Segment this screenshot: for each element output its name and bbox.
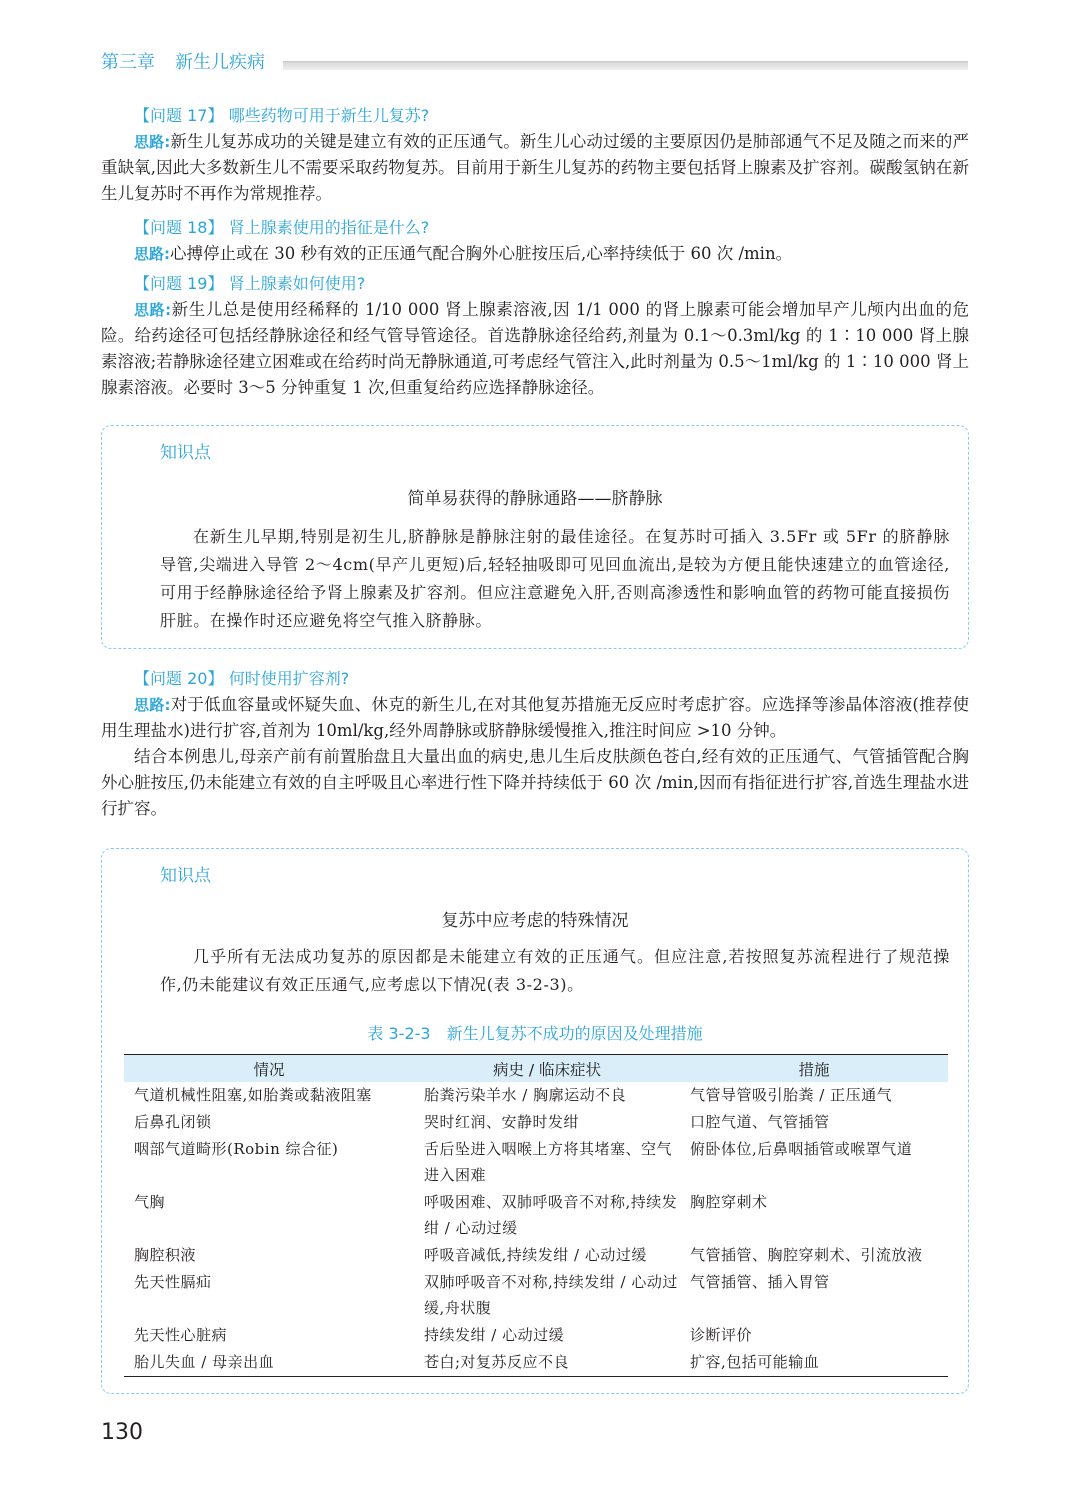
- question-17-label: 【问题 17】: [134, 106, 224, 125]
- question-19-answer: [101, 297, 969, 401]
- knowledge-box-special-situations: [101, 848, 969, 1394]
- cell-symptoms: 哭时红润、安静时发绀: [424, 1113, 580, 1131]
- column-header-condition: 情况: [124, 1055, 414, 1083]
- page-header: [101, 48, 968, 72]
- cell-condition: 胎儿失血 / 母亲出血: [124, 1349, 414, 1377]
- cell-symptoms: 双肺呼吸音不对称,持续发绀 / 心动过缓,舟状腹: [424, 1273, 678, 1317]
- chapter-heading: [101, 48, 285, 74]
- question-19-label: 【问题 19】: [134, 274, 224, 293]
- cell-condition: 后鼻孔闭锁: [134, 1113, 212, 1131]
- cell-condition: 胸腔积液: [134, 1246, 197, 1264]
- cell-symptoms: 呼吸音减低,持续发绀 / 心动过缓: [424, 1246, 647, 1264]
- answer-text: 对于低血容量或怀疑失血、休克的新生儿,在对其他复苏措施无反应时考虑扩容。应选择等渗晶体溶液(推荐使用生理盐水)进行扩容,首剂为 10ml/kg,经外周静脉或脐静脉缓慢推入,推注时间应 >10 分钟。: [101, 695, 970, 740]
- cell-condition: 气胸: [134, 1193, 166, 1211]
- chapter-number: 第三章: [101, 52, 155, 73]
- cell-measures: 胸腔穿刺术: [690, 1193, 768, 1211]
- question-20-heading: [101, 666, 969, 692]
- thought-label: 思路:: [134, 245, 170, 263]
- cell-symptoms: 呼吸困难、双肺呼吸音不对称,持续发绀 / 心动过缓: [424, 1193, 678, 1237]
- answer-text: 心搏停止或在 30 秒有效的正压通气配合胸外心脏按压后,心率持续低于 60 次 /min。: [170, 244, 793, 263]
- cell-symptoms: 苍白;对复苏反应不良: [414, 1349, 680, 1377]
- question-20-paragraph-2: 结合本例患儿,母亲产前有前置胎盘且大量出血的病史,患儿生后皮肤颜色苍白,经有效的正压通气、气管插管配合胸外心脏按压,仍未能建立有效的自主呼吸且心率进行性下降并持续低于 60 次 /min,因而有指征进行扩容,首选生理盐水进行扩容。: [101, 747, 969, 818]
- column-header-measures: 措施: [680, 1055, 948, 1083]
- knowledge-label: 知识点: [160, 866, 211, 886]
- question-17-section: [101, 103, 969, 207]
- knowledge-title: 复苏中应考虑的特殊情况: [441, 911, 629, 931]
- question-18-heading: [101, 215, 969, 241]
- table-row: [124, 1136, 948, 1189]
- table-row: [124, 1109, 948, 1136]
- question-20-section: [101, 666, 969, 822]
- question-18-section: [101, 215, 969, 267]
- question-17-answer: [101, 129, 969, 207]
- question-17-text: 哪些药物可用于新生儿复苏?: [228, 106, 430, 125]
- question-20-answer: [101, 692, 969, 744]
- thought-label: 思路:: [134, 301, 172, 319]
- table-row: [124, 1349, 948, 1377]
- cell-symptoms: 持续发绀 / 心动过缓: [424, 1326, 565, 1344]
- question-19-text: 肾上腺素如何使用?: [228, 274, 366, 293]
- cell-symptoms: 舌后坠进入咽喉上方将其堵塞、空气进入困难: [424, 1140, 673, 1184]
- cell-condition: 先天性心脏病: [134, 1326, 228, 1344]
- page-number: 130: [101, 1420, 143, 1445]
- cell-symptoms: 胎粪污染羊水 / 胸廓运动不良: [424, 1086, 627, 1104]
- header-rule: [283, 61, 968, 70]
- knowledge-title: 简单易获得的静脉通路——脐静脉: [407, 489, 663, 509]
- question-19-heading: [101, 271, 969, 297]
- table-caption: 表 3-2-3 新生儿复苏不成功的原因及处理措施: [367, 1024, 703, 1043]
- cell-measures: 口腔气道、气管插管: [690, 1113, 830, 1131]
- cell-measures: 扩容,包括可能输血: [680, 1349, 948, 1377]
- cell-measures: 气管导管吸引胎粪 / 正压通气: [690, 1086, 893, 1104]
- cell-measures: 诊断评价: [690, 1326, 753, 1344]
- question-20-label: 【问题 20】: [134, 669, 224, 688]
- knowledge-box-umbilical-vein: [101, 425, 969, 649]
- question-17-heading: [101, 103, 969, 129]
- table-row: [124, 1082, 948, 1109]
- answer-text: 新生儿复苏成功的关键是建立有效的正压通气。新生儿心动过缓的主要原因仍是肺部通气不足及随之而来的严重缺氧,因此大多数新生儿不需要采取药物复苏。目前用于新生儿复苏的药物主要包括肾上腺素及扩容剂。碳酸氢钠在新生儿复苏时不再作为常规推荐。: [101, 132, 970, 203]
- cell-measures: 俯卧体位,后鼻咽插管或喉罩气道: [690, 1140, 913, 1158]
- question-19-section: [101, 271, 969, 401]
- cell-condition: 气道机械性阻塞,如胎粪或黏液阻塞: [134, 1086, 372, 1104]
- table-row: [124, 1242, 948, 1269]
- question-20-text: 何时使用扩容剂?: [228, 669, 350, 688]
- table-row: [124, 1322, 948, 1349]
- resuscitation-failure-table: [124, 1054, 948, 1377]
- question-18-text: 肾上腺素使用的指征是什么?: [228, 218, 430, 237]
- cell-measures: 气管插管、胸腔穿刺术、引流放液: [690, 1246, 923, 1264]
- question-18-answer: [101, 241, 969, 267]
- thought-label: 思路:: [134, 696, 171, 714]
- chapter-title: 新生儿疾病: [175, 52, 265, 73]
- column-header-symptoms: 病史 / 临床症状: [414, 1055, 680, 1083]
- table-header-row: [124, 1055, 948, 1083]
- answer-text: 新生儿总是使用经稀释的 1/10 000 肾上腺素溶液,因 1/1 000 的肾上腺素可能会增加早产儿颅内出血的危险。给药途径可包括经静脉途径和经气管导管途径。首选静脉途径给药,剂量为 0.1～0.3ml/kg 的 1∶10 000 肾上腺素溶液;若静脉途径建立困难或在给药时尚无静脉通道,可考虑经气管注入,此时剂量为 0.5～1ml/kg 的 1∶10 000 肾上腺素溶液。必要时 3～5 分钟重复 1 次,但重复给药应选择静脉途径。: [101, 300, 970, 397]
- cell-measures: 气管插管、插入胃管: [690, 1273, 830, 1291]
- thought-label: 思路:: [134, 133, 171, 151]
- table-row: [124, 1269, 948, 1322]
- question-18-label: 【问题 18】: [134, 218, 224, 237]
- knowledge-text: 在新生儿早期,特别是初生儿,脐静脉是静脉注射的最佳途径。在复苏时可插入 3.5Fr 或 5Fr 的脐静脉导管,尖端进入导管 2～4cm(早产儿更短)后,轻轻抽吸即可见回血流出,是较为方便且能快速建立的血管途径,可用于经静脉途径给予肾上腺素及扩容剂。但应注意避免入肝,否则高渗透性和影响血管的药物可能直接损伤肝脏。在操作时还应避免将空气推入脐静脉。: [160, 527, 950, 630]
- knowledge-text: 几乎所有无法成功复苏的原因都是未能建立有效的正压通气。但应注意,若按照复苏流程进行了规范操作,仍未能建议有效正压通气,应考虑以下情况(表 3-2-3)。: [160, 947, 950, 994]
- knowledge-label: 知识点: [160, 443, 211, 463]
- cell-condition: 咽部气道畸形(Robin 综合征): [134, 1140, 339, 1158]
- cell-condition: 先天性膈疝: [134, 1273, 212, 1291]
- table-row: [124, 1189, 948, 1242]
